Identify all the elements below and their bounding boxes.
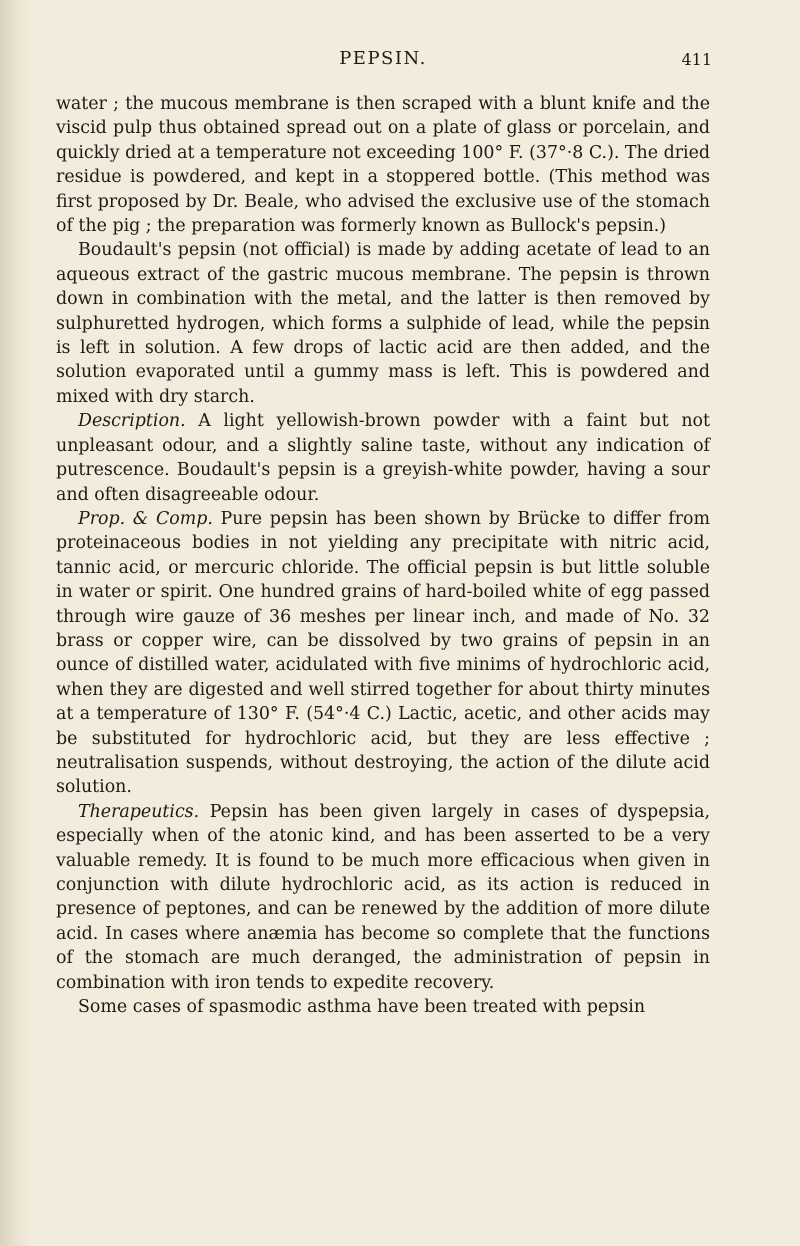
paragraph-preparation-continued bbox=[56, 92, 710, 238]
paragraph-text: water ; the mucous membrane is then scraped with a blunt knife and the viscid pulp thus obtained spread out on a plate of glass or porcelain, and quickly dried at a temperature not exceeding 100° F. (37°·8 C.). The dried residue is powdered, and kept in a stoppered bottle. (This method was first proposed by Dr. Beale, who advised the exclusive use of the stomach of the pig ; the preparation was formerly known as Bullock's pepsin.) bbox=[56, 94, 710, 237]
paragraph-properties-composition bbox=[56, 507, 710, 800]
section-lead-prop-comp: Prop. & Comp. bbox=[78, 508, 213, 529]
page-header bbox=[56, 46, 710, 78]
paragraph-asthma bbox=[56, 995, 710, 1019]
page-number: 411 bbox=[681, 50, 712, 69]
paragraph-text: Pepsin has been given largely in cases of dyspepsia, especially when of the atonic kind, and has been asserted to be a very valuable remedy. It is found to be much more efficacious when given in conjunction with dilute hydrochloric acid, as its action is reduced in presence of peptones, and can be renewed by the addition of more dilute acid. In cases where anæmia has become so complete that the functions of the stomach are much deranged, the administration of pepsin in combination with iron tends to expedite recovery. bbox=[56, 801, 710, 993]
paragraph-text: Boudault's pepsin (not official) is made by adding acetate of lead to an aqueous extract of the gastric mucous membrane. The pepsin is thrown down in combination with the metal, and the latter is then removed by sulphuretted hydrogen, which forms a sulphide of lead, while the pepsin is left in solution. A few drops of lactic acid are then added, and the solution evaporated until a gummy mass is left. This is powdered and mixed with dry starch. bbox=[56, 240, 710, 407]
section-lead-description: Description. bbox=[78, 411, 186, 432]
paragraph-text: A light yellowish-brown powder with a faint but not unpleasant odour, and a slightly saline taste, without any indication of putrescence. Boudault's pepsin is a greyish-white powder, having a sour and often disagreeable odour. bbox=[56, 411, 710, 505]
body-text bbox=[56, 92, 710, 1019]
paragraph-boudault-pepsin bbox=[56, 238, 710, 409]
section-lead-therapeutics: Therapeutics. bbox=[78, 801, 200, 822]
paragraph-text: Some cases of spasmodic asthma have been treated with pepsin bbox=[78, 997, 646, 1018]
running-title: PEPSIN. bbox=[339, 48, 427, 69]
page-gutter-shadow bbox=[0, 0, 34, 1246]
paragraph-text: Pure pepsin has been shown by Brücke to differ from proteinaceous bodies in not yielding any precipitate with nitric acid, tannic acid, or mercuric chloride. The official pepsin is but little soluble in water or spirit. One hundred grains of hard-boiled white of egg passed through wire gauze of 36 meshes per linear inch, and made of No. 32 brass or copper wire, can be dissolved by two grains of pepsin in an ounce of distilled water, acidulated with five minims of hydrochloric acid, when they are digested and well stirred together for about thirty minutes at a temperature of 130° F. (54°·4 C.) Lactic, acetic, and other acids may be substituted for hydrochloric acid, but they are less effective ; neutralisation suspends, without destroying, the action of the dilute acid solution. bbox=[56, 508, 711, 798]
paragraph-therapeutics bbox=[56, 800, 710, 995]
paragraph-description bbox=[56, 409, 710, 507]
